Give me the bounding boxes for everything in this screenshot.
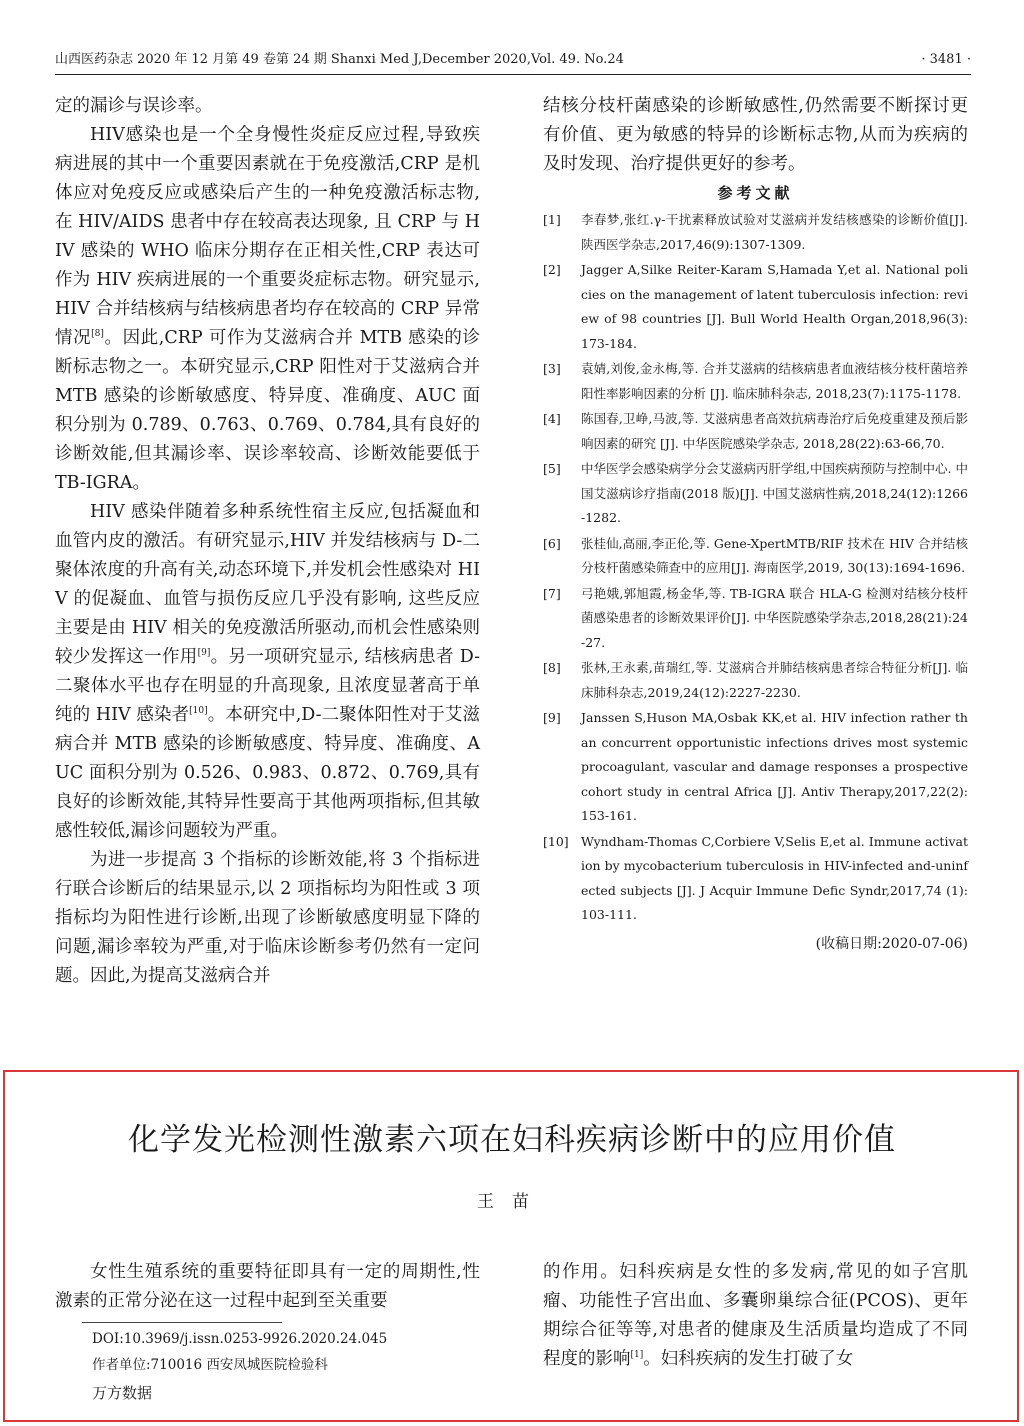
reference-text: Janssen S,Huson MA,Osbak KK,et al. HIV infection rather than concurrent opportunistic infections drives most systemic procoagulant, vascular and damage responses a prospective cohort study in central Africa [J]. Antiv Therapy,2017,22(2): 153-161.	[581, 710, 968, 823]
reference-text: 中华医学会感染病学分会艾滋病丙肝学组,中国疾病预防与控制中心. 中国艾滋病诊疗指南(2018 版)[J]. 中国艾滋病性病,2018,24(12):1266-1282.	[581, 461, 968, 525]
reference-item	[543, 830, 968, 928]
article-title: 化学发光检测性激素六项在妇科疾病诊断中的应用价值	[128, 1122, 896, 1158]
doi: DOI:10.3969/j.issn.0253-9926.2020.24.045	[92, 1331, 388, 1347]
right-column	[543, 92, 968, 958]
page-number: · 3481 ·	[921, 52, 971, 67]
reference-number: [2]	[543, 262, 561, 277]
reference-item	[543, 258, 968, 356]
citation: [8]	[91, 329, 104, 340]
reference-item	[543, 532, 968, 581]
reference-text: 陈国春,卫峥,马波,等. 艾滋病患者高效抗病毒治疗后免疫重建及预后影响因素的研究 [J]. 中华医院感染学杂志, 2018,28(22):63-66,70.	[581, 411, 968, 451]
reference-text: 袁婧,刘俊,金永梅,等. 合并艾滋病的结核病患者血液结核分枝杆菌培养阳性率影响因素的分析 [J]. 临床肺科杂志, 2018,23(7):1175-1178.	[581, 361, 968, 401]
article-left-column	[55, 1258, 480, 1316]
reference-text: 弓艳娥,郭旭霞,杨金华,等. TB-IGRA 联合 HLA-G 检测对结核分枝杆菌感染患者的诊断效果评价[J]. 中华医院感染学杂志,2018,28(21):24-27.	[581, 585, 968, 650]
reference-number: [1]	[543, 212, 561, 227]
reference-item	[543, 357, 968, 406]
left-column	[55, 92, 480, 991]
reference-number: [3]	[543, 361, 561, 376]
reference-number: [4]	[543, 411, 561, 426]
author-name: 王苗	[477, 1192, 547, 1212]
journal-line: 山西医药杂志 2020 年 12 月第 49 卷第 24 期 Shanxi Med J,December 2020,Vol. 49. No.24	[55, 52, 624, 67]
citation: [10]	[189, 706, 208, 717]
reference-item	[543, 208, 968, 257]
footnotes	[92, 1326, 387, 1406]
reference-text: Wyndham-Thomas C,Corbiere V,Selis E,et al. Immune activation by mycobacterium tuberculosis in HIV-infected and-uninfected subjects [J]. J Acquir Immune Defic Syndr,2017,74 (1):103-111.	[581, 833, 968, 922]
paragraph: 的作用。妇科疾病是女性的多发病,常见的如子宫肌瘤、功能性子宫出血、多囊卵巢综合征(PCOS)、更年期综合征等等,对患者的健康及生活质量均造成了不同程度的影响[1]。妇科疾病的发生打破了女	[543, 1262, 968, 1369]
reference-text: Jagger A,Silke Reiter-Karam S,Hamada Y,et al. National policies on the management of latent tuberculosis infection: review of 98 countries [J]. Bull World Health Organ,2018,96(3): 173-184.	[581, 262, 968, 351]
citation: [1]	[630, 1350, 644, 1361]
running-header	[55, 50, 971, 75]
reference-number: [10]	[543, 833, 569, 849]
reference-number: [7]	[543, 585, 561, 601]
received-date: (收稿日期:2020-07-06)	[815, 935, 968, 952]
paragraph: HIV感染也是一个全身慢性炎症反应过程,导致疾病进展的其中一个重要因素就在于免疫激活,CRP 是机体应对免疫反应或感染后产生的一种免疫激活标志物,在 HIV/AIDS 患者中存在较高表达现象, 且 CRP 与 HIV 感染的 WHO 临床分期存在正相关性,CRP 表达可作为 HIV 疾病进展的一个重要炎症标志物。研究显示,HIV 合并结核病与结核病患者均存在较高的 CRP 异常情况[8]。因此,CRP 可作为艾滋病合并 MTB 感染的诊断标志物之一。本研究显示,CRP 阳性对于艾滋病合并 MTB 感染的诊断敏感度、特异度、准确度、AUC 面积分别为 0.789、0.763、0.769、0.784,具有良好的诊断效能,但其漏诊率、误诊率较高、诊断效能要低于 TB-IGRA。	[55, 125, 480, 493]
watermark: 万方数据	[92, 1384, 153, 1402]
footnote-rule	[82, 1322, 282, 1323]
paragraph: 结核分枝杆菌感染的诊断敏感性,仍然需要不断探讨更有价值、更为敏感的特异的诊断标志物,从而为疾病的及时发现、治疗提供更好的参考。	[543, 96, 968, 174]
paragraph: 女性生殖系统的重要特征即具有一定的周期性,性激素的正常分泌在这一过程中起到至关重要	[55, 1262, 480, 1311]
references-title: 参考文献	[717, 184, 794, 202]
article-right-column	[543, 1258, 968, 1374]
reference-text: 张桂仙,高丽,李正伦,等. Gene-XpertMTB/RIF 技术在 HIV 合并结核分枝杆菌感染筛查中的应用[J]. 海南医学,2019, 30(13):1694-1696.	[581, 535, 968, 575]
affiliation: 作者单位:710016 西安凤城医院检验科	[92, 1357, 328, 1373]
reference-number: [6]	[543, 535, 561, 551]
reference-item	[543, 656, 968, 705]
citation: [9]	[197, 648, 211, 659]
reference-item	[543, 582, 968, 656]
paragraph: HIV 感染伴随着多种系统性宿主反应,包括凝血和血管内皮的激活。有研究显示,HIV 并发结核病与 D-二聚体浓度的升高有关,动态环境下,并发机会性感染对 HIV 的促凝血、血管与损伤反应几乎没有影响, 这些反应主要是由 HIV 相关的免疫激活所驱动,而机会性感染则较少发挥这一作用[9]。另一项研究显示, 结核病患者 D-二聚体水平也存在明显的升高现象, 且浓度显著高于单纯的 HIV 感染者[10]。本研究中,D-二聚体阳性对于艾滋病合并 MTB 感染的诊断敏感度、特异度、准确度、AUC 面积分别为 0.526、0.983、0.872、0.769,具有良好的诊断效能,其特异性要高于其他两项指标,但其敏感性较低,漏诊问题较为严重。	[55, 502, 480, 841]
reference-number: [9]	[543, 710, 561, 725]
reference-text: 张林,王永素,苗瑞红,等. 艾滋病合并肺结核病患者综合特征分析[J]. 临床肺科杂志,2019,24(12):2227-2230.	[581, 660, 968, 700]
reference-item	[543, 706, 968, 829]
reference-list	[543, 208, 968, 928]
reference-item	[543, 457, 968, 531]
paragraph: 为进一步提高 3 个指标的诊断效能,将 3 个指标进行联合诊断后的结果显示,以 2 项指标均为阳性或 3 项指标均为阳性进行诊断,出现了诊断敏感度明显下降的问题,漏诊率较为严重,对于临床诊断参考仍然有一定问题。因此,为提高艾滋病合并	[55, 850, 480, 986]
reference-item	[543, 407, 968, 456]
reference-text: 李春梦,张红.γ-干扰素释放试验对艾滋病并发结核感染的诊断价值[J].陕西医学杂志,2017,46(9):1307-1309.	[581, 212, 968, 252]
reference-number: [8]	[543, 660, 561, 675]
paragraph: 定的漏诊与误诊率。	[55, 96, 213, 116]
reference-number: [5]	[543, 461, 561, 476]
